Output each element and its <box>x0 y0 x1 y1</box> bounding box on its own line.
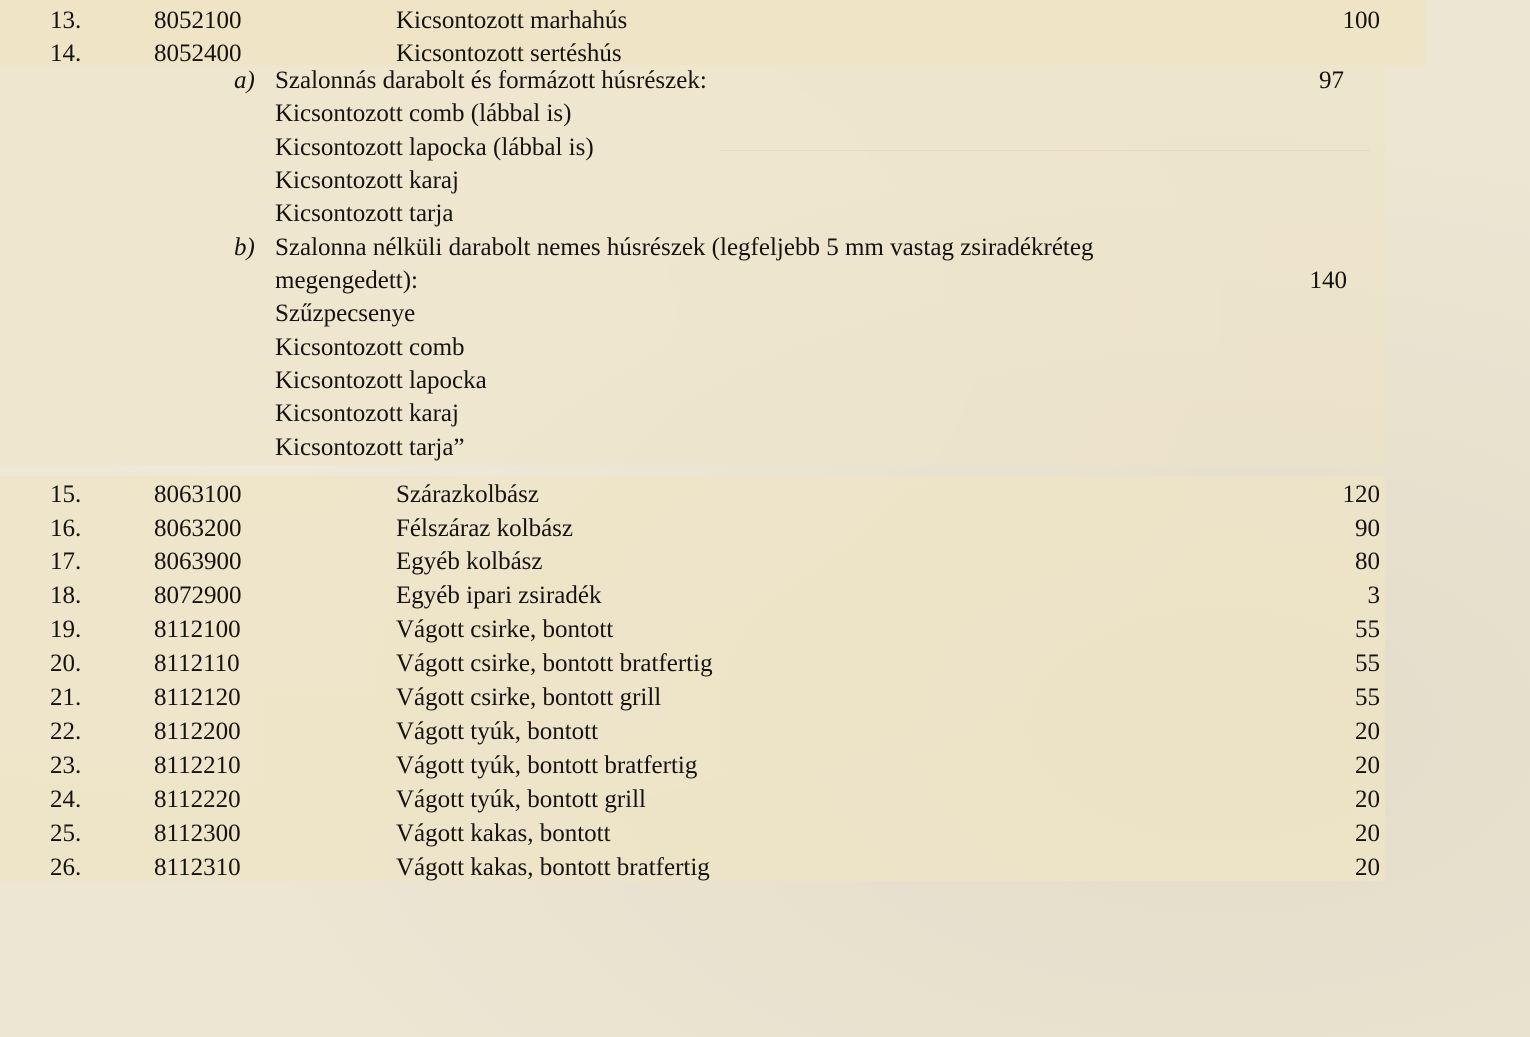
row-code: 8063100 <box>154 481 242 508</box>
table-row <box>0 787 1530 815</box>
list-item-text: Kicsontozott tarja <box>275 200 454 227</box>
row-name: Félszáraz kolbász <box>396 515 574 542</box>
row-code: 8112120 <box>154 684 241 711</box>
row-number: 17. <box>50 548 82 575</box>
row-name: Egyéb kolbász <box>396 548 543 575</box>
section-b-value: 140 <box>1309 267 1347 294</box>
table-row <box>0 549 1530 577</box>
row-number: 15. <box>50 481 82 508</box>
list-item-text: Kicsontozott lapocka (lábbal is) <box>275 134 594 161</box>
row-number: 14. <box>50 40 82 67</box>
row-number: 18. <box>50 582 82 609</box>
row-name: Vágott kakas, bontott bratfertig <box>396 854 710 881</box>
row-name: Szárazkolbász <box>396 481 539 508</box>
row-code: 8112110 <box>154 650 240 677</box>
section-b-text-line1: Szalonna nélküli darabolt nemes húsrészek (legfeljebb 5 mm vastag zsiradékréteg <box>275 234 1094 261</box>
row-number: 26. <box>50 854 82 881</box>
row-value: 20 <box>1355 820 1380 847</box>
table-row <box>0 8 1530 36</box>
list-item-text: Kicsontozott tarja” <box>275 434 465 461</box>
row-value: 90 <box>1355 515 1380 542</box>
section-b-label: b) <box>234 234 255 261</box>
row-name: Egyéb ipari zsiradék <box>396 582 602 609</box>
row-number: 20. <box>50 650 82 677</box>
row-value: 20 <box>1355 854 1380 881</box>
table-row <box>0 753 1530 781</box>
list-item-text: Kicsontozott karaj <box>275 400 459 427</box>
table-row <box>0 685 1530 713</box>
row-code: 8112100 <box>154 616 241 643</box>
row-name: Vágott csirke, bontott <box>396 616 614 643</box>
row-value: 20 <box>1355 752 1380 779</box>
row-value: 20 <box>1355 718 1380 745</box>
table-row <box>0 41 1530 69</box>
row-name: Vágott csirke, bontott bratfertig <box>396 650 713 677</box>
table-row <box>0 482 1530 510</box>
row-code: 8072900 <box>154 582 242 609</box>
row-code: 8112210 <box>154 752 241 779</box>
section-a-header <box>0 68 1530 96</box>
row-number: 22. <box>50 718 82 745</box>
list-item-text: Szűzpecsenye <box>275 300 416 327</box>
row-value: 55 <box>1355 650 1380 677</box>
row-name: Vágott tyúk, bontott <box>396 718 599 745</box>
row-code: 8112200 <box>154 718 241 745</box>
row-code: 8112300 <box>154 820 241 847</box>
section-b-text-line2: megengedett): <box>275 267 418 294</box>
row-value: 100 <box>1342 7 1380 34</box>
list-item-text: Kicsontozott comb <box>275 334 465 361</box>
section-b-header-cont <box>0 268 1530 296</box>
table-row <box>0 583 1530 611</box>
table-row <box>0 821 1530 849</box>
row-value: 80 <box>1355 548 1380 575</box>
table-row <box>0 719 1530 747</box>
row-number: 13. <box>50 7 82 34</box>
row-number: 19. <box>50 616 82 643</box>
row-value: 55 <box>1355 616 1380 643</box>
row-number: 24. <box>50 786 82 813</box>
row-number: 25. <box>50 820 82 847</box>
table-row <box>0 855 1530 883</box>
table-row <box>0 617 1530 645</box>
row-name: Vágott tyúk, bontott grill <box>396 786 646 813</box>
row-name: Vágott csirke, bontott grill <box>396 684 662 711</box>
row-name: Kicsontozott marhahús <box>396 7 628 34</box>
row-number: 16. <box>50 515 82 542</box>
row-code: 8112310 <box>154 854 241 881</box>
row-code: 8063900 <box>154 548 242 575</box>
list-item-text: Kicsontozott karaj <box>275 167 459 194</box>
row-code: 8063200 <box>154 515 242 542</box>
row-name: Vágott kakas, bontott <box>396 820 611 847</box>
row-number: 21. <box>50 684 82 711</box>
row-name: Kicsontozott sertéshús <box>396 40 622 67</box>
row-code: 8112220 <box>154 786 241 813</box>
row-code: 8052100 <box>154 7 242 34</box>
row-code: 8052400 <box>154 40 242 67</box>
list-item-text: Kicsontozott lapocka <box>275 367 487 394</box>
section-a-label: a) <box>234 67 255 94</box>
row-value: 20 <box>1355 786 1380 813</box>
row-number: 23. <box>50 752 82 779</box>
row-value: 3 <box>1367 582 1380 609</box>
row-value: 55 <box>1355 684 1380 711</box>
row-value: 120 <box>1342 481 1380 508</box>
table-row <box>0 651 1530 679</box>
section-a-text: Szalonnás darabolt és formázott húsrészek: <box>275 67 707 94</box>
row-name: Vágott tyúk, bontott bratfertig <box>396 752 698 779</box>
section-b-header <box>0 235 1530 263</box>
section-a-value: 97 <box>1319 67 1344 94</box>
list-item-text: Kicsontozott comb (lábbal is) <box>275 100 572 127</box>
table-row <box>0 516 1530 544</box>
